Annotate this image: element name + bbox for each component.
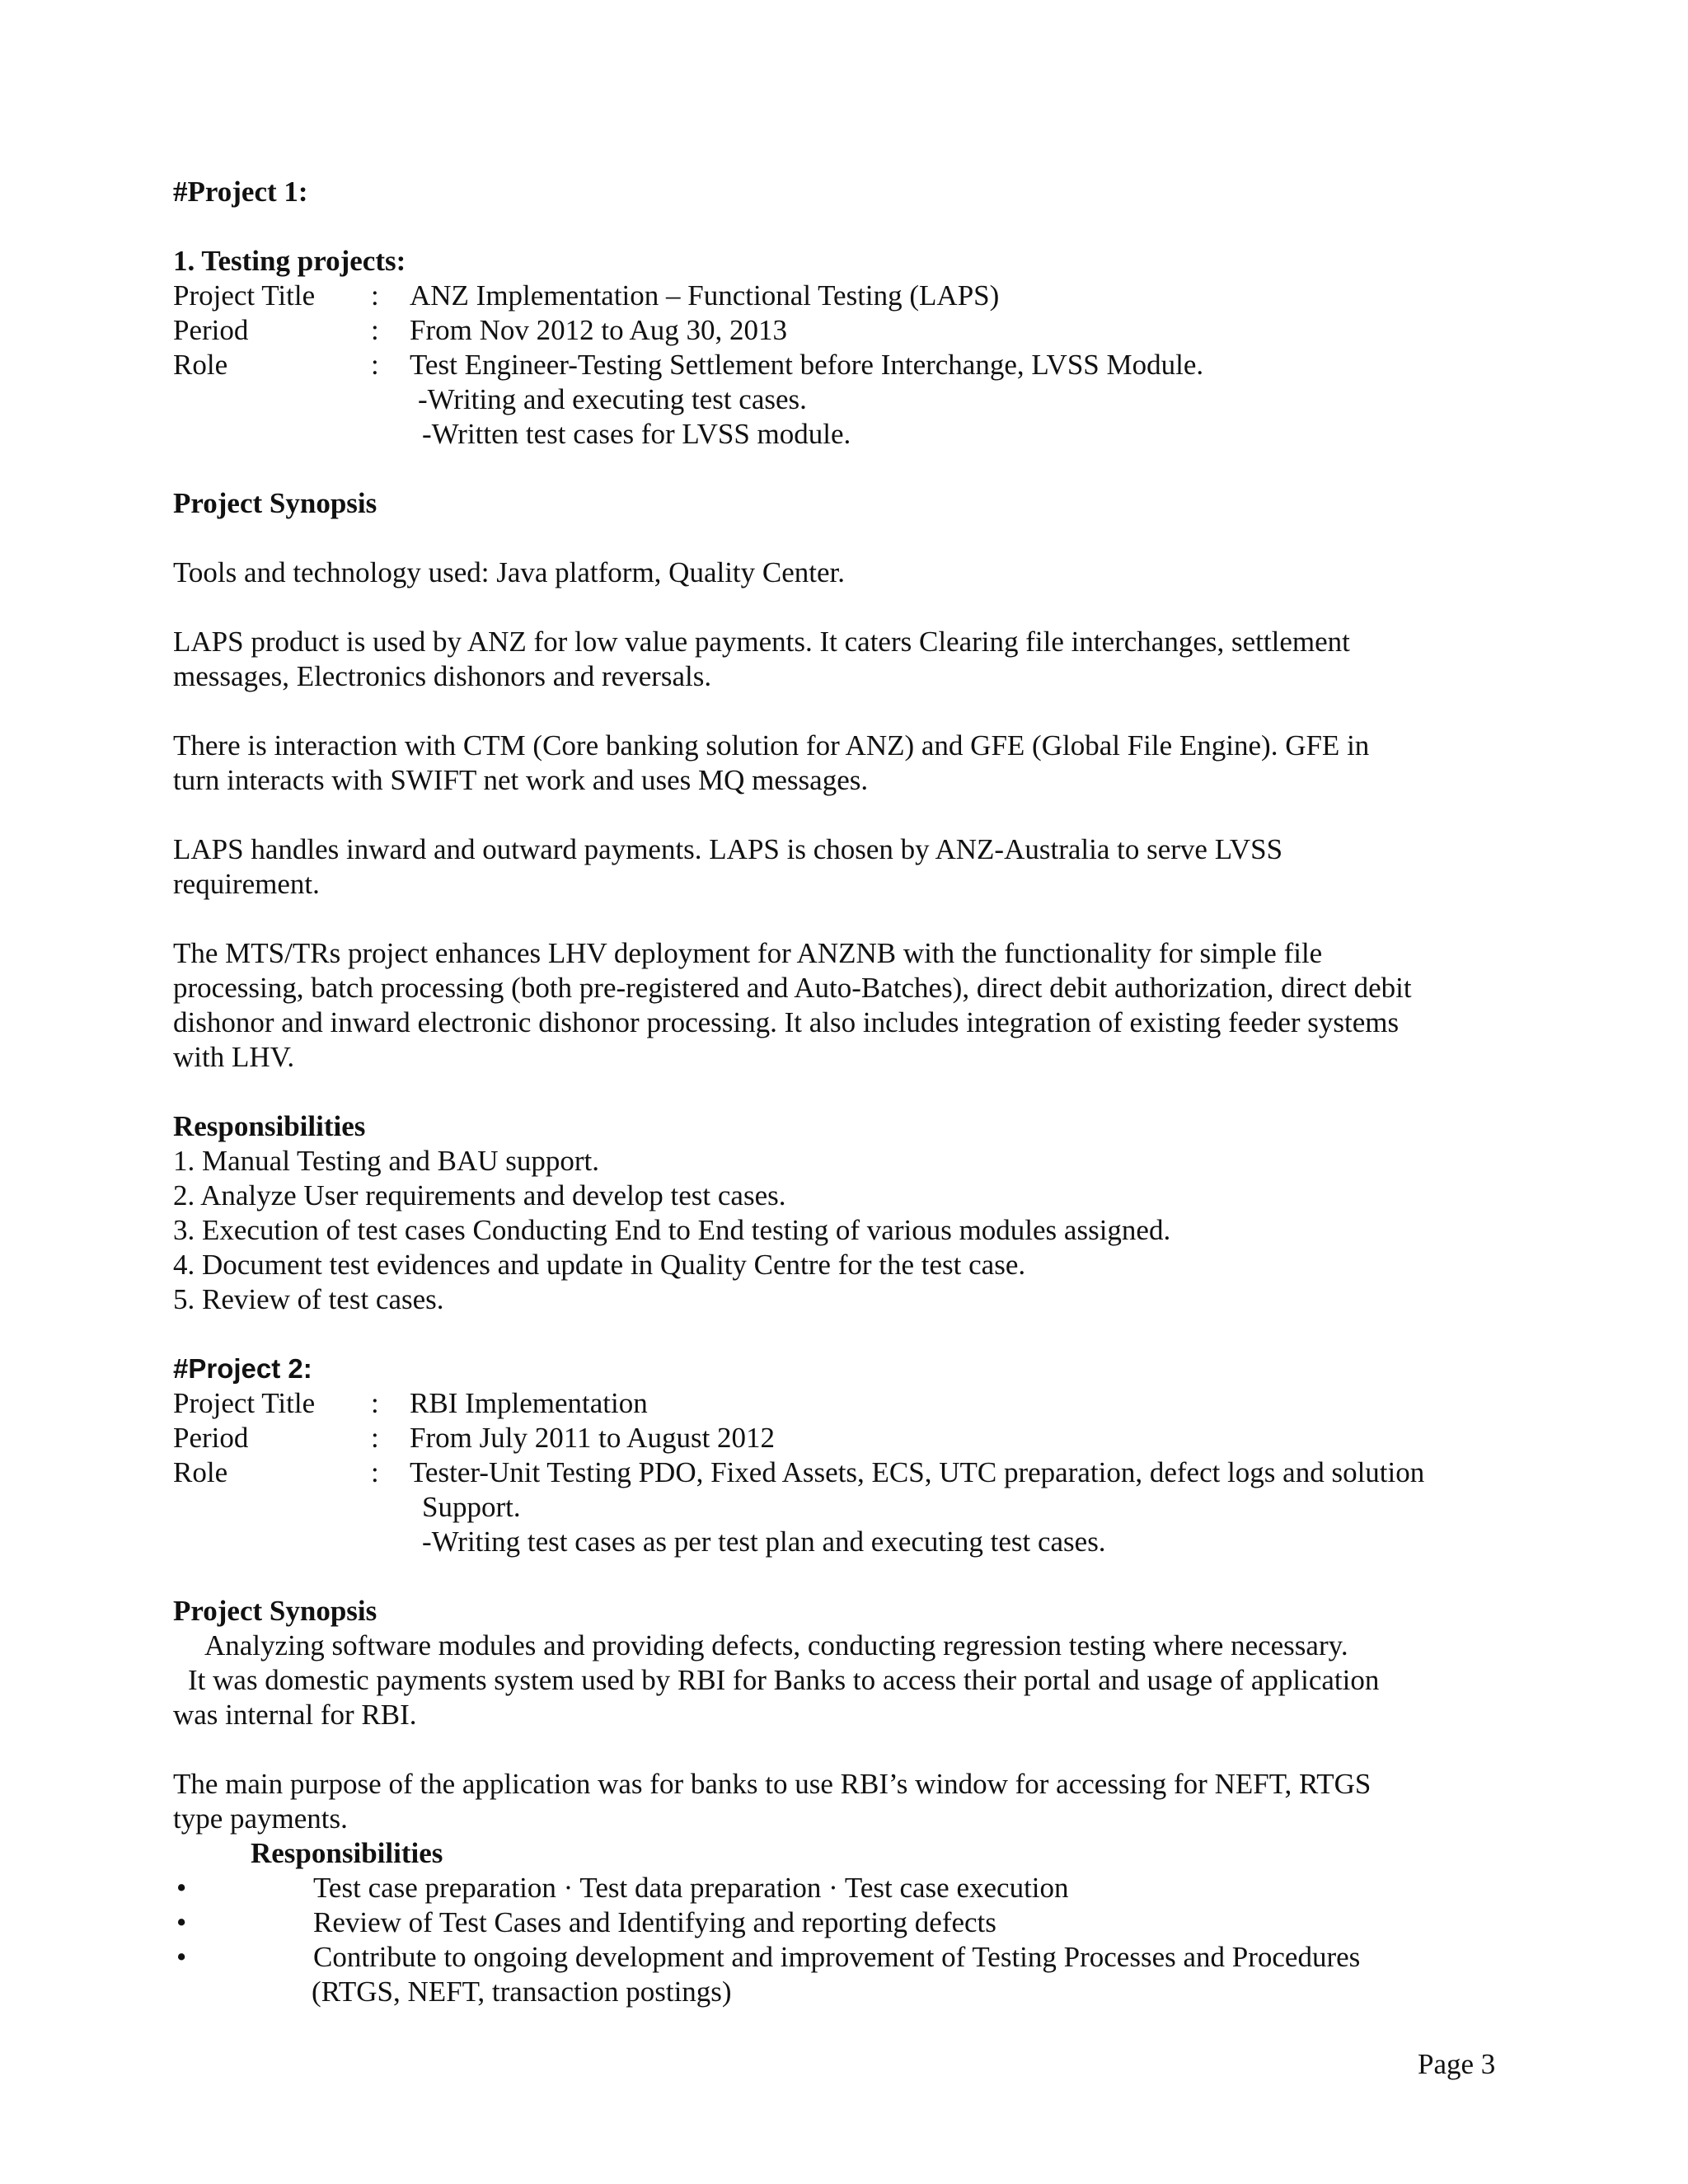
bullet-icon: • xyxy=(176,1941,187,1973)
project2-synopsis-heading: Project Synopsis xyxy=(173,1595,377,1627)
bullet-text: Contribute to ongoing development and improvement of Testing Processes and Procedures xyxy=(313,1941,1361,1973)
list-item: 3. Execution of test cases Conducting End to End testing of various modules assigned. xyxy=(173,1214,1171,1246)
list-item: 2. Analyze User requirements and develop test cases. xyxy=(173,1179,786,1212)
field-label: Project Title xyxy=(173,279,316,312)
role-continuation: -Written test cases for LVSS module. xyxy=(422,418,851,450)
field-label: Role xyxy=(173,349,228,381)
project1-subheading: 1. Testing projects: xyxy=(173,245,406,277)
field-value: From July 2011 to August 2012 xyxy=(410,1422,776,1454)
page-number: Page 3 xyxy=(1418,2048,1496,2080)
project2-title-row xyxy=(173,1386,1525,1421)
paragraph-line: processing, batch processing (both pre-registered and Auto-Batches), direct debit authorization, direct debit xyxy=(173,972,1412,1004)
paragraph-line: Analyzing software modules and providing defects, conducting regression testing where necessary. xyxy=(204,1629,1348,1661)
field-value: Tester-Unit Testing PDO, Fixed Assets, ECS, UTC preparation, defect logs and solution xyxy=(410,1456,1425,1488)
field-colon: : xyxy=(371,279,379,312)
role-continuation: -Writing test cases as per test plan and executing test cases. xyxy=(422,1526,1106,1558)
project1-role-row xyxy=(173,348,1525,382)
project1-synopsis-heading: Project Synopsis xyxy=(173,487,377,519)
paragraph-line: with LHV. xyxy=(173,1041,295,1073)
list-item xyxy=(173,1940,1525,1975)
field-colon: : xyxy=(371,1422,379,1454)
paragraph-line: type payments. xyxy=(173,1802,348,1835)
paragraph-line: LAPS handles inward and outward payments. LAPS is chosen by ANZ-Australia to serve LVSS xyxy=(173,833,1283,865)
list-item xyxy=(173,1905,1525,1940)
field-label: Period xyxy=(173,314,249,346)
paragraph-line: messages, Electronics dishonors and reversals. xyxy=(173,660,712,692)
field-label: Period xyxy=(173,1422,249,1454)
field-label: Role xyxy=(173,1456,228,1488)
document-page xyxy=(173,175,1525,2009)
field-value: Test Engineer-Testing Settlement before Interchange, LVSS Module. xyxy=(410,349,1204,381)
paragraph-line: The MTS/TRs project enhances LHV deployment for ANZNB with the functionality for simple file xyxy=(173,937,1323,969)
field-value: ANZ Implementation – Functional Testing (LAPS) xyxy=(410,279,1000,312)
field-colon: : xyxy=(371,314,379,346)
project2-period-row xyxy=(173,1421,1525,1455)
paragraph-line: There is interaction with CTM (Core banking solution for ANZ) and GFE (Global File Engine). GFE in xyxy=(173,729,1370,762)
list-item xyxy=(173,1871,1525,1905)
list-item: 5. Review of test cases. xyxy=(173,1283,444,1315)
bullet-icon: • xyxy=(176,1872,187,1904)
paragraph-line: was internal for RBI. xyxy=(173,1699,417,1731)
bullet-text: Review of Test Cases and Identifying and reporting defects xyxy=(313,1906,996,1938)
project1-period-row xyxy=(173,313,1525,348)
field-value: RBI Implementation xyxy=(410,1387,648,1419)
field-value: From Nov 2012 to Aug 30, 2013 xyxy=(410,314,787,346)
bullet-icon: • xyxy=(176,1906,187,1938)
paragraph-line: requirement. xyxy=(173,868,320,900)
paragraph-line: The main purpose of the application was for banks to use RBI’s window for accessing for NEFT, RTGS xyxy=(173,1768,1372,1800)
role-continuation: Support. xyxy=(422,1491,521,1523)
project2-heading: #Project 2: xyxy=(173,1353,312,1384)
project1-heading: #Project 1: xyxy=(173,176,308,208)
paragraph-line: turn interacts with SWIFT net work and uses MQ messages. xyxy=(173,764,869,796)
field-colon: : xyxy=(371,1387,379,1419)
bullet-text: Test case preparation · Test data preparation · Test case execution xyxy=(313,1872,1069,1904)
field-colon: : xyxy=(371,1456,379,1488)
paragraph-line: dishonor and inward electronic dishonor processing. It also includes integration of existing feeder systems xyxy=(173,1006,1400,1038)
field-colon: : xyxy=(371,349,379,381)
project1-title-row xyxy=(173,279,1525,313)
paragraph-line: LAPS product is used by ANZ for low value payments. It caters Clearing file interchanges, settlement xyxy=(173,626,1350,658)
role-continuation: -Writing and executing test cases. xyxy=(418,383,807,415)
project1-responsibilities-heading: Responsibilities xyxy=(173,1110,366,1142)
bullet-continuation: (RTGS, NEFT, transaction postings) xyxy=(312,1975,732,2008)
list-item: 4. Document test evidences and update in Quality Centre for the test case. xyxy=(173,1249,1026,1281)
project2-responsibilities-heading: Responsibilities xyxy=(251,1837,443,1869)
list-item: 1. Manual Testing and BAU support. xyxy=(173,1145,600,1177)
field-label: Project Title xyxy=(173,1387,316,1419)
project2-role-row xyxy=(173,1455,1525,1490)
project1-tools: Tools and technology used: Java platform, Quality Center. xyxy=(173,556,846,588)
paragraph-line: It was domestic payments system used by RBI for Banks to access their portal and usage of application xyxy=(188,1664,1380,1696)
